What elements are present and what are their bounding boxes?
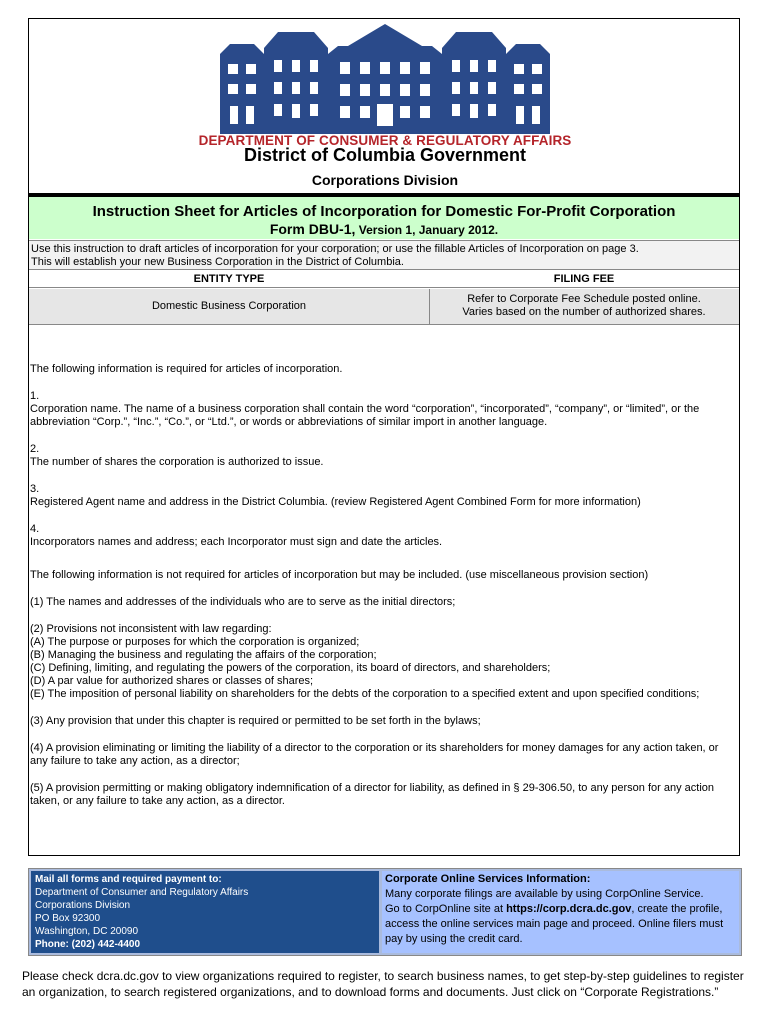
- required-intro: The following information is required for articles of incorporation.: [30, 363, 343, 375]
- optional-provision-3: (3) Any provision that under this chapter is required or permitted to be set forth in the bylaws;: [30, 715, 481, 727]
- online-line-1: Many corporate filings are available by using CorpOnline Service.: [385, 888, 704, 900]
- optional-provision-1: (1) The names and addresses of the individuals who are to serve as the initial directors;: [30, 596, 456, 608]
- department-name: DEPARTMENT OF CONSUMER & REGULATORY AFFAIRS: [198, 133, 572, 148]
- fee-line-2: Varies based on the number of authorized shares.: [462, 306, 706, 318]
- filing-fee-header: FILING FEE: [553, 273, 615, 285]
- online-post: , create the profile, access the online services main page and proceed. Online filers must pay by using the credit card.: [385, 903, 724, 945]
- required-item-num: 3.: [30, 483, 40, 495]
- form-number: Form DBU-1,: [269, 221, 356, 237]
- required-item-num: 4.: [30, 523, 40, 535]
- optional-provision-2-line: (A) The purpose or purposes for which the corporation is organized;: [30, 636, 360, 648]
- government-name: District of Columbia Government: [243, 145, 527, 165]
- entity-type-header: ENTITY TYPE: [193, 273, 265, 285]
- online-pre: Go to CorpOnline site at: [385, 903, 507, 915]
- form-version: Version 1, January 2012.: [355, 223, 499, 237]
- mail-address-line: Department of Consumer and Regulatory Affairs: [35, 887, 249, 898]
- contact-box: [28, 868, 742, 956]
- form-id: [29, 221, 739, 237]
- required-item-text: Registered Agent name and address in the District Columbia. (review Registered Agent Combined Form for more information): [30, 496, 641, 508]
- instruction-line-1: Use this instruction to draft articles of incorporation for your corporation; or use the fillable Articles of Incorporation on page 3.: [31, 243, 639, 255]
- required-item-text: Incorporators names and address; each Incorporator must sign and date the articles.: [30, 536, 443, 548]
- optional-provision-2-line: (2) Provisions not inconsistent with law regarding:: [30, 623, 272, 635]
- footer-note: Please check dcra.dc.gov to view organizations required to register, to search business names, to get step-by-step guidelines to register an organization, to search registered organizations, and to download forms and documents. Just click on “Corporate Registrations.”: [22, 969, 744, 999]
- required-item-num: 1.: [30, 390, 40, 402]
- title-banner: [29, 197, 739, 239]
- instructions: [29, 240, 739, 270]
- mail-address-line: Corporations Division: [35, 900, 131, 911]
- optional-provision-2-line: (C) Defining, limiting, and regulating the powers of the corporation, its board of directors, and shareholders;: [30, 662, 551, 674]
- required-item-text: The number of shares the corporation is authorized to issue.: [30, 456, 324, 468]
- dcra-building-logo: [220, 24, 550, 134]
- body-text: [30, 363, 738, 808]
- filing-fee-value: [429, 293, 739, 319]
- optional-intro: The following information is not required for articles of incorporation but may be included. (use miscellaneous provision section): [30, 569, 649, 581]
- entity-type-value: Domestic Business Corporation: [151, 300, 307, 312]
- mail-info: [31, 871, 379, 953]
- mail-phone: Phone: (202) 442-4400: [35, 939, 141, 950]
- optional-provision-2-line: (B) Managing the business and regulating the affairs of the corporation;: [30, 649, 377, 661]
- page-title: Instruction Sheet for Articles of Incorporation for Domestic For-Profit Corporation: [92, 203, 676, 220]
- required-item-num: 2.: [30, 443, 40, 455]
- division-name: Corporations Division: [311, 172, 459, 188]
- online-services-info: [382, 871, 739, 953]
- required-item-text: Corporation name. The name of a business corporation shall contain the word “corporation”, “incorporated”, “company”, or “limited”, or the abbreviation “Corp.”, “Inc.”, “Co.”, or “Ltd.”, or words or abbreviations of similar import in another language.: [30, 403, 700, 428]
- optional-provision-5: (5) A provision permitting or making obligatory indemnification of a director for liability, as defined in § 29-306.50, to any person for any action taken, or any failure to take any action, as a director.: [30, 782, 714, 807]
- optional-provision-4: (4) A provision eliminating or limiting the liability of a director to the corporation or its shareholders for money damages for any action taken, or any failure to take any action, as a director;: [30, 742, 719, 767]
- corponline-link[interactable]: https://corp.dcra.dc.gov: [506, 903, 632, 915]
- instruction-line-2: This will establish your new Business Corporation in the District of Columbia.: [31, 256, 404, 268]
- mail-heading: Mail all forms and required payment to:: [35, 874, 222, 885]
- online-instructions: [385, 902, 736, 947]
- online-heading: Corporate Online Services Information:: [385, 873, 591, 885]
- optional-provision-2-line: (D) A par value for authorized shares or classes of shares;: [30, 675, 314, 687]
- entity-table-row: [29, 289, 739, 325]
- optional-provision-2-line: (E) The imposition of personal liability on shareholders for the debts of the corporation to a specified extent and upon specified conditions;: [30, 688, 700, 700]
- fee-line-1: Refer to Corporate Fee Schedule posted online.: [467, 293, 701, 305]
- mail-address-line: Washington, DC 20090: [35, 926, 139, 937]
- mail-address-line: PO Box 92300: [35, 913, 101, 924]
- entity-table-header: [29, 271, 739, 288]
